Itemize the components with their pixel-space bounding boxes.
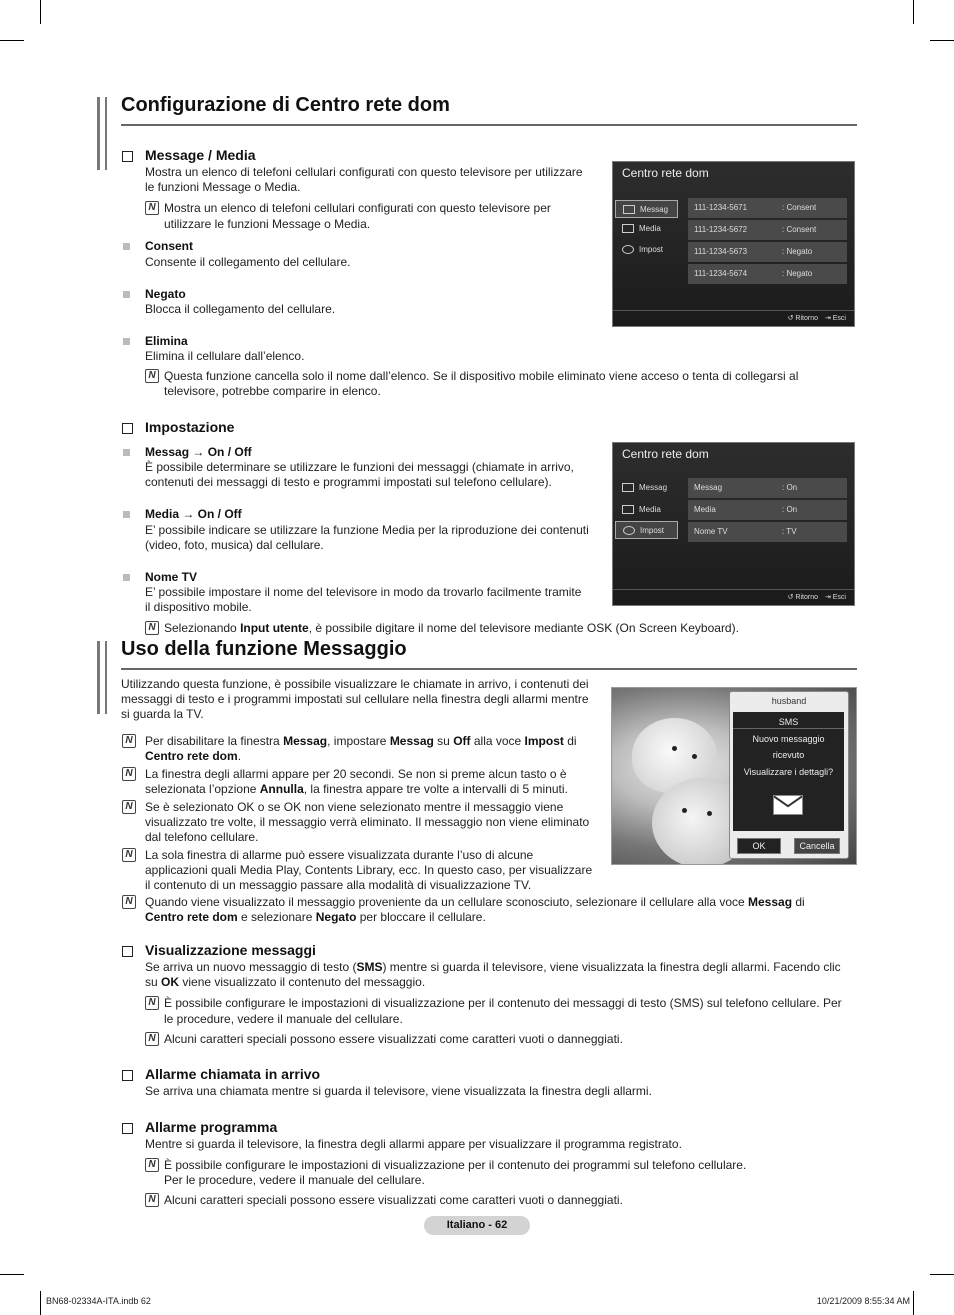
section-bars xyxy=(97,641,111,714)
subheading-programma: Allarme programma xyxy=(122,1119,277,1135)
footer-file: BN68-02334A-ITA.indb 62 xyxy=(46,1296,151,1306)
menu-item-messag[interactable]: Messag xyxy=(615,200,678,218)
bullet-square xyxy=(123,574,130,581)
note-text: Per le procedure, vedere il manuale del cellulare. xyxy=(164,1173,425,1187)
note-text: Mostra un elenco di telefoni cellulari configurati con questo televisore per xyxy=(164,201,551,215)
ok-button[interactable]: OK xyxy=(737,838,781,854)
note-text: selezionata l’opzione Annulla, la finestra appare tre volte a intervalli di 5 minuti. xyxy=(145,782,568,796)
screen-title: Centro rete dom xyxy=(622,166,709,180)
note-icon: N xyxy=(145,996,159,1010)
note-text: È possibile configurare le impostazioni di visualizzazione per il contenuto dei programmi sul telefono cellulare. xyxy=(164,1158,747,1172)
note-icon: N xyxy=(145,621,159,635)
crop-mark xyxy=(930,40,954,41)
tv-screen-settings xyxy=(612,442,855,606)
note-text: La finestra degli allarmi appare per 20 secondi. Se non si preme alcun tasto o è xyxy=(145,767,567,781)
intro-text: messaggi di testo e i programmi impostati sul cellulare nella finestra degli allarmi mentre xyxy=(121,692,589,706)
body-text: Mentre si guarda il televisore, la finestra degli allarmi appare per visualizzare il programma registrato. xyxy=(145,1137,682,1151)
section-bars xyxy=(97,97,111,170)
note-text: Centro rete dom. xyxy=(145,749,242,763)
setting-row[interactable]: Nome TV : TV xyxy=(688,522,847,542)
alarm-body xyxy=(733,712,844,831)
text-line: le funzioni Message o Media. xyxy=(145,180,301,194)
tv-screen-message-list xyxy=(612,161,855,327)
menu-item-impost[interactable]: Impost xyxy=(615,241,678,259)
gear-icon xyxy=(622,245,634,254)
subheading-visualizzazione: Visualizzazione messaggi xyxy=(122,942,316,958)
body-text: Se arriva una chiamata mentre si guarda il televisore, viene visualizzata la finestra degli allarmi. xyxy=(145,1084,652,1098)
phone-row[interactable]: 111-1234-5673 : Negato xyxy=(688,242,847,262)
caller-name: husband xyxy=(771,696,807,706)
screen-footer xyxy=(613,589,854,605)
crop-mark xyxy=(0,1274,24,1275)
bullet-square xyxy=(123,449,130,456)
exit-button[interactable]: ⇥ Esci xyxy=(824,594,846,601)
phone-row[interactable]: 111-1234-5674 : Negato xyxy=(688,264,847,284)
note-text: Alcuni caratteri speciali possono essere visualizzati come caratteri vuoti o danneggiati. xyxy=(164,1193,623,1207)
menu-item-impost[interactable]: Impost xyxy=(615,521,678,539)
item-text: contenuti dei messaggi di testo e programmi impostati sul telefono cellulare). xyxy=(145,475,552,489)
phone-row[interactable]: 111-1234-5671 : Consent xyxy=(688,198,847,218)
note-text: il contenuto di un messaggio passare alla modalità di visualizzazione TV. xyxy=(145,878,532,892)
subheading-chiamata: Allarme chiamata in arrivo xyxy=(122,1066,320,1082)
bullet-square xyxy=(123,291,130,298)
subheading-impostazione: Impostazione xyxy=(122,419,234,435)
menu-item-messag[interactable]: Messag xyxy=(615,479,678,497)
page-number: Italiano - 62 xyxy=(424,1216,530,1235)
note-text: Selezionando Input utente, è possibile digitare il nome del televisore mediante OSK (On Screen Keyboard). xyxy=(164,621,739,635)
text-line: Mostra un elenco di telefoni cellulari configurati con questo televisore per utilizzare xyxy=(145,165,583,179)
return-button[interactable]: ↺ Ritorno xyxy=(787,594,818,601)
note-text: È possibile configurare le impostazioni di visualizzazione per il contenuto dei messaggi di testo (SMS) sul telefono cellulare. Per xyxy=(164,996,842,1010)
cancel-button[interactable]: Cancella xyxy=(794,838,840,854)
note-text: televisore, potrebbe comparire in elenco. xyxy=(164,384,381,398)
gear-icon xyxy=(623,526,635,535)
media-icon xyxy=(622,224,634,233)
note-icon: N xyxy=(145,369,159,383)
note-icon: N xyxy=(122,767,136,781)
footer-timestamp: 10/21/2009 8:55:34 AM xyxy=(816,1296,910,1306)
item-text: Blocca il collegamento del cellulare. xyxy=(145,302,336,316)
menu-item-media[interactable]: Media xyxy=(615,220,678,238)
item-label: Consent xyxy=(145,239,193,253)
note-text: le procedure, vedere il manuale del cellulare. xyxy=(164,1012,403,1026)
item-label: Nome TV xyxy=(145,570,198,584)
media-icon xyxy=(622,505,634,514)
note-text: Quando viene visualizzato il messaggio proveniente da un cellulare sconosciuto, selezionare il cellulare alla voce Messag di xyxy=(145,895,805,909)
note-text: Questa funzione cancella solo il nome dall’elenco. Se il dispositivo mobile eliminato viene acceso o tenta di collegarsi al xyxy=(164,369,799,383)
section-rule xyxy=(121,668,857,670)
note-icon: N xyxy=(145,1032,159,1046)
subheading-message-media: Message / Media xyxy=(122,147,256,163)
alarm-text: ricevuto xyxy=(772,750,805,760)
section-title: Configurazione di Centro rete dom xyxy=(121,94,450,116)
phone-row[interactable]: 111-1234-5672 : Consent xyxy=(688,220,847,240)
intro-text: Utilizzando questa funzione, è possibile visualizzare le chiamate in arrivo, i contenuti dei xyxy=(121,677,589,691)
crop-mark xyxy=(913,1291,914,1315)
section-rule xyxy=(121,124,857,126)
note-text: dal telefono cellulare. xyxy=(145,830,259,844)
note-text: visualizzato tre volte, il messaggio verrà eliminato. Il messaggio non viene eliminato xyxy=(145,815,590,829)
item-text: È possibile determinare se utilizzare le funzioni dei messaggi (chiamate in arrivo, xyxy=(145,460,574,474)
item-text: il dispositivo mobile. xyxy=(145,600,252,614)
note-icon: N xyxy=(145,1193,159,1207)
note-text: Per disabilitare la finestra Messag, impostare Messag su Off alla voce Impost di xyxy=(145,734,577,748)
return-button[interactable]: ↺ Ritorno xyxy=(787,315,818,322)
item-text: E’ possibile impostare il nome del televisore in modo da trovarlo facilmente tramite xyxy=(145,585,582,599)
bullet-square xyxy=(123,511,130,518)
intro-text: si guarda la TV. xyxy=(121,707,204,721)
note-text: Alcuni caratteri speciali possono essere visualizzati come caratteri vuoti o danneggiati. xyxy=(164,1032,623,1046)
bullet-square xyxy=(123,243,130,250)
item-label: Elimina xyxy=(145,334,188,348)
setting-row[interactable]: Media : On xyxy=(688,500,847,520)
body-text: Se arriva un nuovo messaggio di testo (SMS) mentre si guarda il televisore, viene visualizzata la finestra degli allarmi. Facendo clic xyxy=(145,960,841,974)
note-text: Centro rete dom e selezionare Negato per bloccare il cellulare. xyxy=(145,910,486,924)
crop-mark xyxy=(930,1274,954,1275)
crop-mark xyxy=(0,40,24,41)
note-icon: N xyxy=(145,1158,159,1172)
menu-item-media[interactable]: Media xyxy=(615,501,678,519)
envelope-icon xyxy=(773,795,803,815)
section-title: Uso della funzione Messaggio xyxy=(121,638,407,660)
note-icon: N xyxy=(145,201,159,215)
item-label: Messag → On / Off xyxy=(145,445,252,459)
note-text: applicazioni quali Media Play, Contents Library, ecc. In questo caso, per visualizzare xyxy=(145,863,593,877)
body-text: su OK viene visualizzato il contenuto del messaggio. xyxy=(145,975,426,989)
crop-mark xyxy=(40,1291,41,1315)
alarm-screenshot xyxy=(611,687,857,865)
message-type: SMS xyxy=(733,715,844,729)
exit-button[interactable]: ⇥ Esci xyxy=(824,315,846,322)
alarm-text: Visualizzare i dettagli? xyxy=(743,767,834,777)
item-text: Consente il collegamento del cellulare. xyxy=(145,255,351,269)
note-icon: N xyxy=(122,800,136,814)
item-text: Elimina il cellulare dall’elenco. xyxy=(145,349,305,363)
note-icon: N xyxy=(122,895,136,909)
note-text: Se è selezionato OK o se OK non viene selezionato mentre il messaggio viene xyxy=(145,800,564,814)
bullet-square xyxy=(123,338,130,345)
note-icon: N xyxy=(122,734,136,748)
note-text: utilizzare le funzioni Message o Media. xyxy=(164,217,371,231)
item-label: Media → On / Off xyxy=(145,507,242,521)
item-label: Negato xyxy=(145,287,186,301)
setting-row[interactable]: Messag : On xyxy=(688,478,847,498)
note-text: La sola finestra di allarme può essere visualizzata durante l’uso di alcune xyxy=(145,848,534,862)
envelope-icon xyxy=(623,205,635,214)
alarm-text: Nuovo messaggio xyxy=(752,734,825,744)
item-text: E’ possibile indicare se utilizzare la funzione Media per la riproduzione dei contenuti xyxy=(145,523,589,537)
note-icon: N xyxy=(122,848,136,862)
crop-mark xyxy=(40,0,41,24)
screen-title: Centro rete dom xyxy=(622,447,709,461)
item-text: (video, foto, musica) dal cellulare. xyxy=(145,538,324,552)
crop-mark xyxy=(913,0,914,24)
screen-footer xyxy=(613,310,854,326)
envelope-icon xyxy=(622,483,634,492)
alarm-dialog xyxy=(729,691,849,859)
